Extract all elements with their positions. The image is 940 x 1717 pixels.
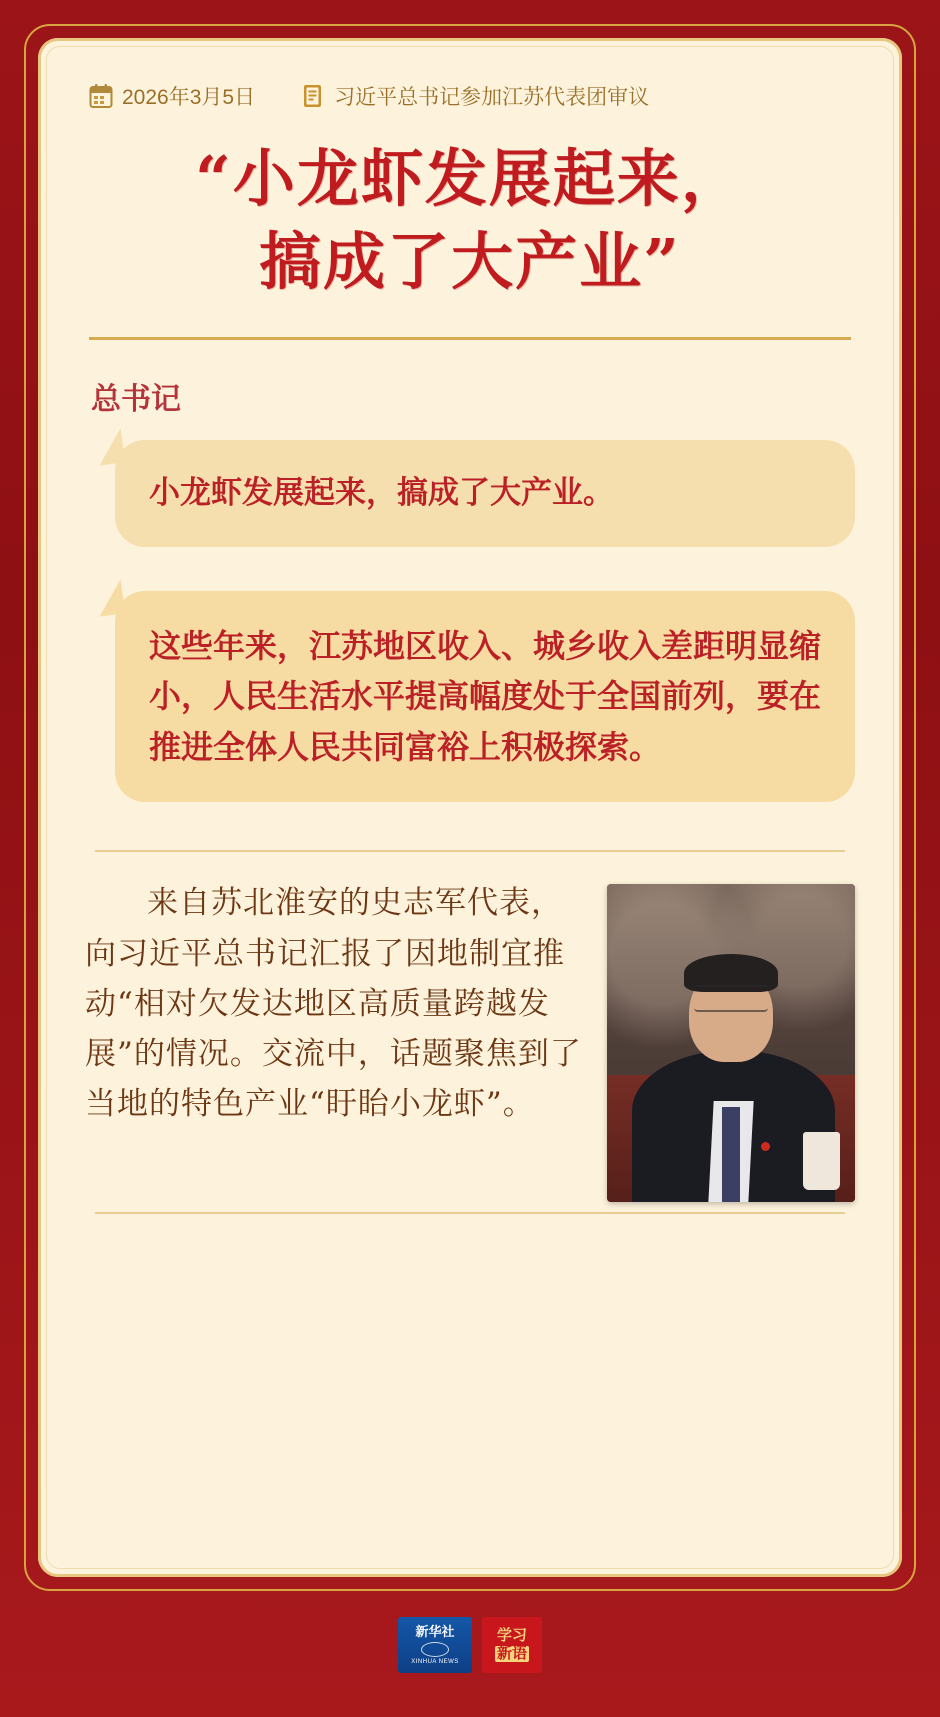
page-title-line2: 搞成了大产业” [259, 225, 681, 299]
meta-date-label: 2026年3月5日 [122, 86, 256, 109]
quote-bubble: 小龙虾发展起来，搞成了大产业。 [115, 440, 855, 547]
xinhua-news-logo [398, 1617, 472, 1673]
content-card [38, 38, 902, 1577]
article-body [85, 878, 855, 1129]
document-icon [301, 83, 325, 109]
photo-tie [722, 1107, 739, 1202]
meta-date [89, 81, 255, 111]
xinhua-logo-name: 新华社 [415, 1623, 455, 1639]
xuexi-xinyu-logo [482, 1617, 542, 1673]
quote-list [85, 440, 855, 802]
footer-logos [0, 1617, 940, 1673]
page-title [85, 137, 855, 303]
quote-bubble: 这些年来，江苏地区收入、城乡收入差距明显缩小，人民生活水平提高幅度处于全国前列，要在推进全体人民共同富裕上积极探索。 [115, 591, 855, 803]
photo-cup [803, 1132, 840, 1189]
xuexi-logo-line1: 学习 [496, 1627, 527, 1645]
divider-thin-top [95, 850, 845, 852]
article-paragraph: 来自苏北淮安的史志军代表，向习近平总书记汇报了因地制宜推动“相对欠发达地区高质量跨越发展”的情况。交流中，话题聚焦到了当地的特色产业“盱眙小龙虾”。 [85, 885, 582, 1123]
meta-event-label: 习近平总书记参加江苏代表团审议 [334, 86, 650, 109]
speaker-label: 总书记 [91, 383, 181, 417]
meta-row [85, 73, 855, 111]
globe-icon [421, 1642, 449, 1657]
delegate-photo [607, 884, 855, 1202]
meta-event [301, 81, 649, 111]
xinhua-logo-en: XINHUA NEWS [411, 1658, 459, 1665]
page-title-line1: “小龙虾发展起来， [195, 142, 745, 215]
content-card-inner [46, 46, 894, 1569]
photo-glasses [694, 985, 768, 1011]
xuexi-logo-line2: 新语 [496, 1645, 527, 1662]
divider-thin-bottom [95, 1212, 845, 1214]
calendar-icon [89, 83, 113, 109]
divider-gold [89, 337, 851, 340]
